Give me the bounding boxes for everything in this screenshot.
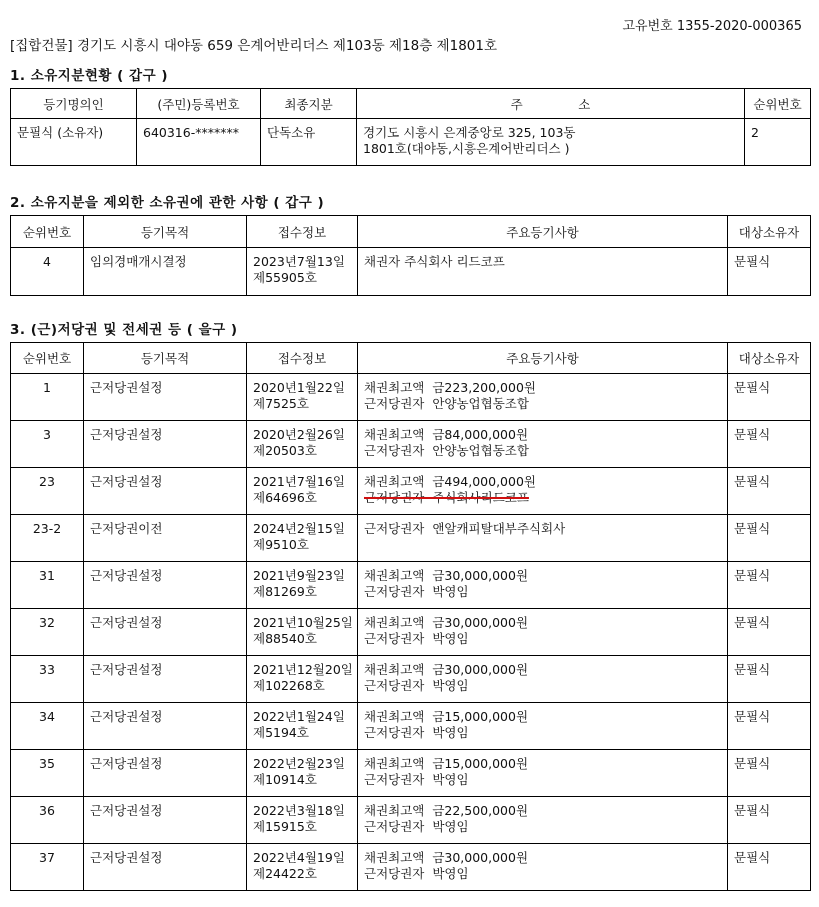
details-cell	[358, 421, 728, 468]
mortgage-table	[10, 342, 811, 891]
rank-cell: 34	[11, 703, 84, 750]
details-cell	[358, 656, 728, 703]
reg-no-cell: 640316-*******	[137, 119, 261, 166]
header-rank: 순위번호	[11, 343, 84, 374]
details-cell	[358, 609, 728, 656]
rank-cell: 23	[11, 468, 84, 515]
rank-cell: 23-2	[11, 515, 84, 562]
receipt-cell: 2021년7월16일 제64696호	[247, 468, 358, 515]
rank-cell: 32	[11, 609, 84, 656]
table-row	[11, 609, 811, 656]
details-line: 근저당권자 안양농업협동조합	[364, 396, 529, 411]
header-details: 주요등기사항	[358, 216, 728, 248]
header-address: 주 소	[357, 89, 745, 119]
receipt-cell: 2022년2월23일 제10914호	[247, 750, 358, 797]
table-header-row	[11, 216, 811, 248]
target-cell: 문필식	[728, 374, 811, 421]
table-header-row	[11, 343, 811, 374]
receipt-cell: 2022년1월24일 제5194호	[247, 703, 358, 750]
details-cell: 채권자 주식회사 리드코프	[358, 248, 728, 296]
address-cell: 경기도 시흥시 은계중앙로 325, 103동 1801호(대야동,시흥은계어반리더스 )	[357, 119, 745, 166]
details-line: 채권최고액 금30,000,000원	[364, 850, 529, 865]
purpose-cell: 임의경매개시결정	[84, 248, 247, 296]
table-row	[11, 797, 811, 844]
target-cell: 문필식	[728, 609, 811, 656]
section2-title: 2. 소유지분을 제외한 소유권에 관한 사항 ( 갑구 )	[10, 195, 325, 211]
purpose-cell: 근저당권설정	[84, 468, 247, 515]
rank-cell: 37	[11, 844, 84, 891]
rank-cell: 35	[11, 750, 84, 797]
header-target: 대상소유자	[728, 216, 811, 248]
details-line: 채권최고액 금84,000,000원	[364, 427, 529, 442]
details-line: 채권최고액 금494,000,000원	[364, 474, 536, 489]
header-purpose: 등기목적	[84, 343, 247, 374]
details-line: 채권최고액 금15,000,000원	[364, 756, 529, 771]
purpose-cell: 근저당권설정	[84, 374, 247, 421]
owner-cell: 문필식 (소유자)	[11, 119, 137, 166]
details-line: 근저당권자 박영임	[364, 866, 469, 881]
table-row	[11, 119, 811, 166]
section1-title: 1. 소유지분현황 ( 갑구 )	[10, 68, 168, 84]
target-cell: 문필식	[728, 750, 811, 797]
receipt-cell: 2020년1월22일 제7525호	[247, 374, 358, 421]
purpose-cell: 근저당권설정	[84, 609, 247, 656]
table-row	[11, 562, 811, 609]
details-line: 채권최고액 금223,200,000원	[364, 380, 536, 395]
target-cell: 문필식	[728, 515, 811, 562]
property-title: [집합건물] 경기도 시흥시 대야동 659 은계어반리더스 제103동 제18층 제1801호	[10, 38, 497, 54]
ownership-rights-table	[10, 215, 811, 296]
receipt-cell: 2021년10월25일 제88540호	[247, 609, 358, 656]
details-cell	[358, 844, 728, 891]
details-cell	[358, 703, 728, 750]
purpose-cell: 근저당권설정	[84, 750, 247, 797]
header-target: 대상소유자	[728, 343, 811, 374]
details-cell	[358, 374, 728, 421]
target-cell: 문필식	[728, 703, 811, 750]
details-line: 근저당권자 앤알캐피탈대부주식회사	[364, 521, 566, 536]
target-cell: 문필식	[728, 468, 811, 515]
document-id: 고유번호 1355-2020-000365	[622, 19, 802, 34]
header-receipt: 접수정보	[247, 216, 358, 248]
purpose-cell: 근저당권설정	[84, 844, 247, 891]
table-row	[11, 750, 811, 797]
details-line: 근저당권자 박영임	[364, 631, 469, 646]
details-line: 근저당권자 박영임	[364, 819, 469, 834]
receipt-cell: 2024년2월15일 제9510호	[247, 515, 358, 562]
details-line: 채권최고액 금15,000,000원	[364, 709, 529, 724]
receipt-cell: 2021년12월20일 제102268호	[247, 656, 358, 703]
table-row	[11, 844, 811, 891]
details-cell	[358, 468, 728, 515]
details-line: 채권최고액 금30,000,000원	[364, 568, 529, 583]
target-cell: 문필식	[728, 797, 811, 844]
receipt-cell: 2020년2월26일 제20503호	[247, 421, 358, 468]
header-rank: 순위번호	[11, 216, 84, 248]
receipt-cell: 2021년9월23일 제81269호	[247, 562, 358, 609]
rank-cell: 4	[11, 248, 84, 296]
rank-cell: 36	[11, 797, 84, 844]
target-cell: 문필식	[728, 421, 811, 468]
header-share: 최종지분	[261, 89, 357, 119]
target-cell: 문필식	[728, 844, 811, 891]
ownership-share-table	[10, 88, 811, 166]
receipt-cell: 2022년4월19일 제24422호	[247, 844, 358, 891]
header-purpose: 등기목적	[84, 216, 247, 248]
purpose-cell: 근저당권설정	[84, 656, 247, 703]
table-row	[11, 374, 811, 421]
details-line: 채권최고액 금22,500,000원	[364, 803, 529, 818]
rank-cell: 1	[11, 374, 84, 421]
target-cell: 문필식	[728, 562, 811, 609]
purpose-cell: 근저당권설정	[84, 703, 247, 750]
section3-title: 3. (근)저당권 및 전세권 등 ( 을구 )	[10, 322, 238, 338]
details-line: 채권최고액 금30,000,000원	[364, 662, 529, 677]
receipt-cell: 2022년3월18일 제15915호	[247, 797, 358, 844]
details-line: 근저당권자 안양농업협동조합	[364, 443, 529, 458]
rank-cell: 33	[11, 656, 84, 703]
details-line: 근저당권자 박영임	[364, 772, 469, 787]
target-cell: 문필식	[728, 656, 811, 703]
header-rank: 순위번호	[745, 89, 811, 119]
rank-cell: 31	[11, 562, 84, 609]
purpose-cell: 근저당권설정	[84, 797, 247, 844]
details-cell	[358, 750, 728, 797]
table-row	[11, 703, 811, 750]
details-line: 채권최고액 금30,000,000원	[364, 615, 529, 630]
table-row	[11, 468, 811, 515]
table-row	[11, 656, 811, 703]
details-line-struck: 근저당권자 주식회사리드코프	[364, 490, 529, 505]
table-header-row	[11, 89, 811, 119]
header-owner: 등기명의인	[11, 89, 137, 119]
details-line: 근저당권자 박영임	[364, 584, 469, 599]
details-line: 근저당권자 박영임	[364, 678, 469, 693]
rank-cell: 3	[11, 421, 84, 468]
header-reg-no: (주민)등록번호	[137, 89, 261, 119]
purpose-cell: 근저당권설정	[84, 421, 247, 468]
details-cell	[358, 515, 728, 562]
share-cell: 단독소유	[261, 119, 357, 166]
purpose-cell: 근저당권설정	[84, 562, 247, 609]
target-cell: 문필식	[728, 248, 811, 296]
receipt-cell: 2023년7월13일 제55905호	[247, 248, 358, 296]
table-row	[11, 515, 811, 562]
header-receipt: 접수정보	[247, 343, 358, 374]
table-row	[11, 421, 811, 468]
table-row	[11, 248, 811, 296]
details-cell	[358, 797, 728, 844]
details-cell	[358, 562, 728, 609]
details-line: 근저당권자 박영임	[364, 725, 469, 740]
purpose-cell: 근저당권이전	[84, 515, 247, 562]
rank-cell: 2	[745, 119, 811, 166]
header-details: 주요등기사항	[358, 343, 728, 374]
